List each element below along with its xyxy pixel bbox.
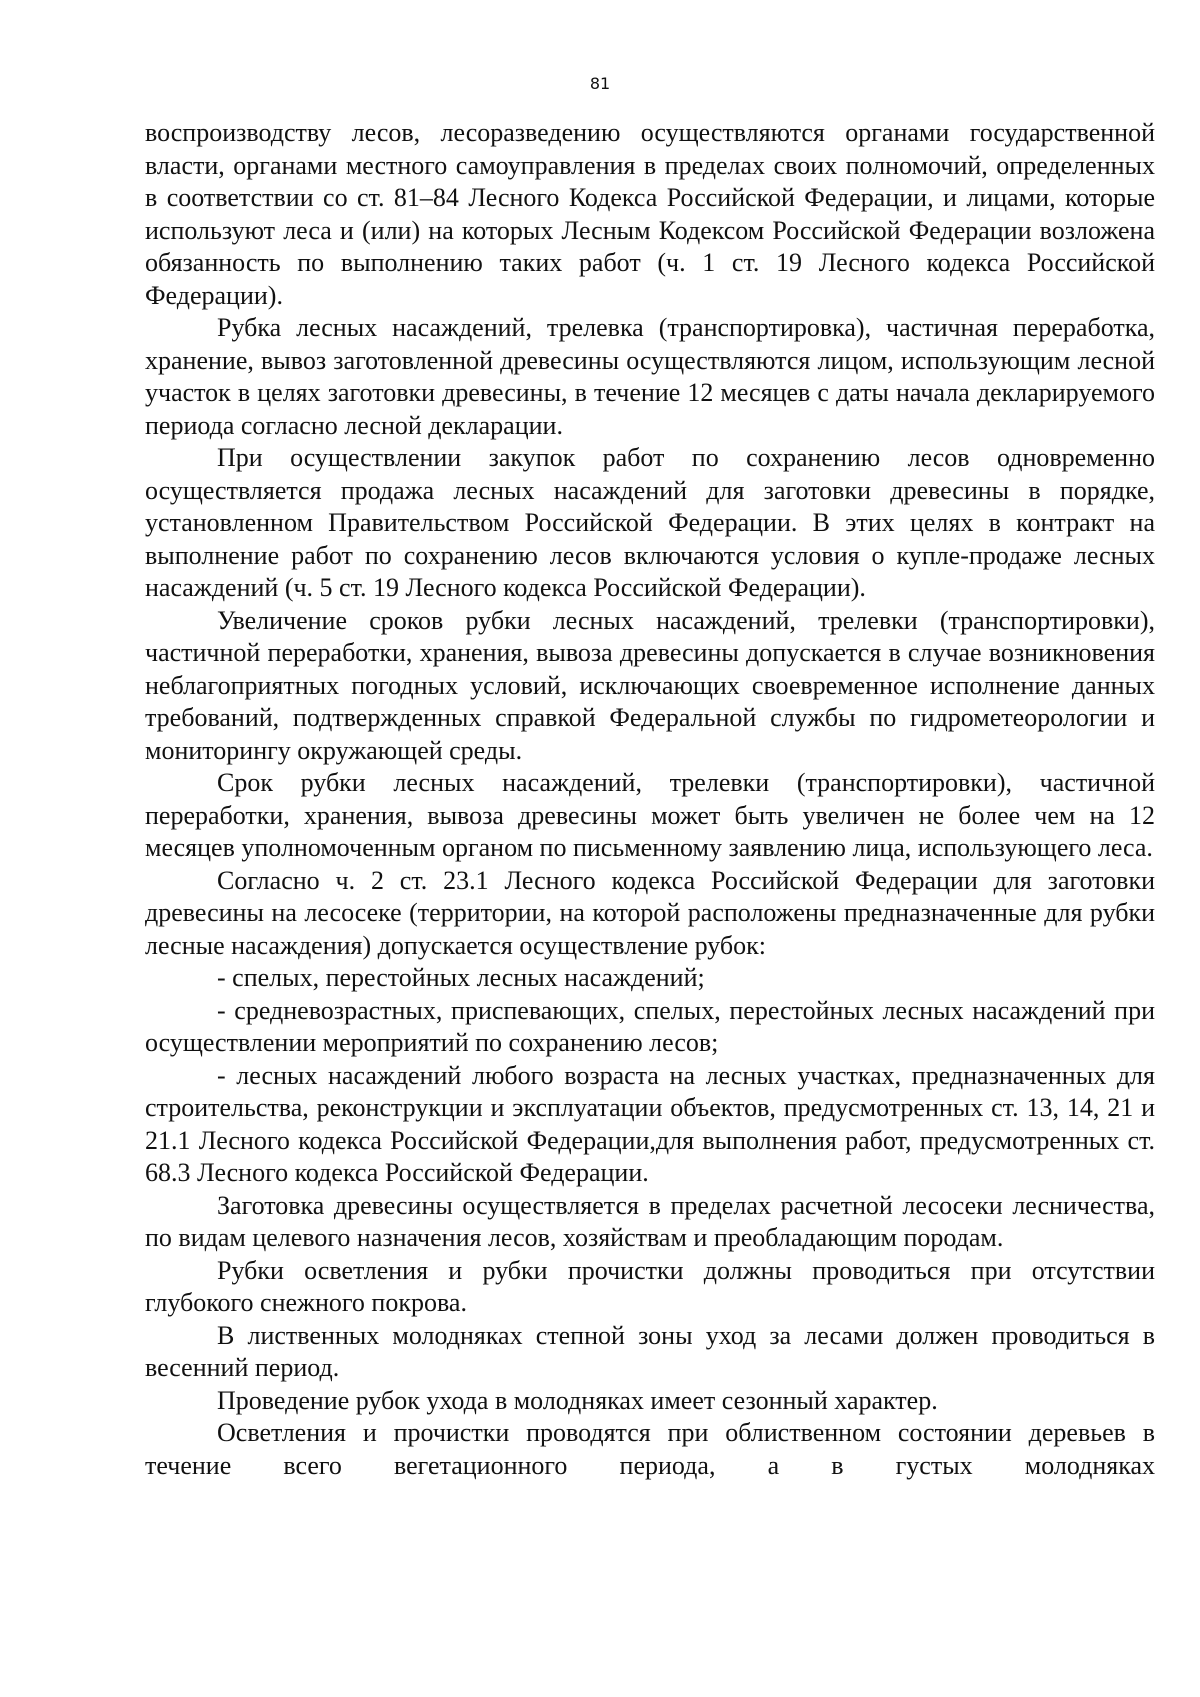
paragraph: Рубка лесных насаждений, трелевка (транспортировка), частичная переработка, хранение, вывоз заготовленной древесины осуществляются лицом, использующим лесной участок в целях заготовки древесины, в течение 12 месяцев с даты начала декларируемого периода согласно лесной декларации. (145, 313, 1155, 440)
paragraph: воспроизводству лесов, лесоразведению осуществляются органами государственной власти, органами местного самоуправления в пределах своих полномочий, определенных в соответствии со ст. 81–84 Лесного Кодекса Российской Федерации, и лицами, которые используют леса и (или) на которых Лесным Кодексом Российской Федерации возложена обязанность по выполнению таких работ (ч. 1 ст. 19 Лесного кодекса Российской Федерации). (145, 118, 1155, 310)
document-body (145, 117, 1155, 1482)
paragraph: Срок рубки лесных насаждений, трелевки (транспортировки), частичной переработки, хранения, вывоза древесины может быть увеличен не более чем на 12 месяцев уполномоченным органом по письменному заявлению лица, использующего леса. (145, 768, 1155, 862)
paragraph: Проведение рубок ухода в молодняках имеет сезонный характер. (217, 1385, 938, 1415)
list-item: - спелых, перестойных лесных насаждений; (217, 963, 705, 992)
paragraph: Согласно ч. 2 ст. 23.1 Лесного кодекса Российской Федерации для заготовки древесины на лесосеке (территории, на которой расположены предназначенные для рубки лесные насаждения) допускается осуществление рубок: (145, 865, 1155, 960)
paragraph: В лиственных молодняках степной зоны уход за лесами должен проводиться в весенний период. (145, 1320, 1155, 1382)
page-number: 81 (589, 74, 611, 93)
paragraph: Рубки осветления и рубки прочистки должны проводиться при отсутствии глубокого снежного покрова. (145, 1255, 1155, 1317)
list-item: - лесных насаждений любого возраста на лесных участках, предназначенных для строительства, реконструкции и эксплуатации объектов, предусмотренных ст. 13, 14, 21 и 21.1 Лесного кодекса Российской Федерации,для выполнения работ, предусмотренных ст. 68.3 Лесного кодекса Российской Федерации. (145, 1060, 1155, 1187)
paragraph: Осветления и прочистки проводятся при облиственном состоянии деревьев в течение всего вегетационного периода, а в густых молодняках (145, 1418, 1155, 1480)
paragraph: При осуществлении закупок работ по сохранению лесов одновременно осуществляется продажа лесных насаждений для заготовки древесины в порядке, установленном Правительством Российской Федерации. В этих целях в контракт на выполнение работ по сохранению лесов включаются условия о купле-продаже лесных насаждений (ч. 5 ст. 19 Лесного кодекса Российской Федерации). (145, 443, 1155, 602)
list-item: - средневозрастных, приспевающих, спелых, перестойных лесных насаждений при осуществлении мероприятий по сохранению лесов; (145, 995, 1155, 1057)
paragraph: Увеличение сроков рубки лесных насаждений, трелевки (транспортировки), частичной переработки, хранения, вывоза древесины допускается в случае возникновения неблагоприятных погодных условий, исключающих своевременное исполнение данных требований, подтвержденных справкой Федеральной службы по гидрометеорологии и мониторингу окружающей среды. (145, 605, 1155, 765)
paragraph: Заготовка древесины осуществляется в пределах расчетной лесосеки лесничества, по видам целевого назначения лесов, хозяйствам и преобладающим породам. (145, 1190, 1155, 1252)
